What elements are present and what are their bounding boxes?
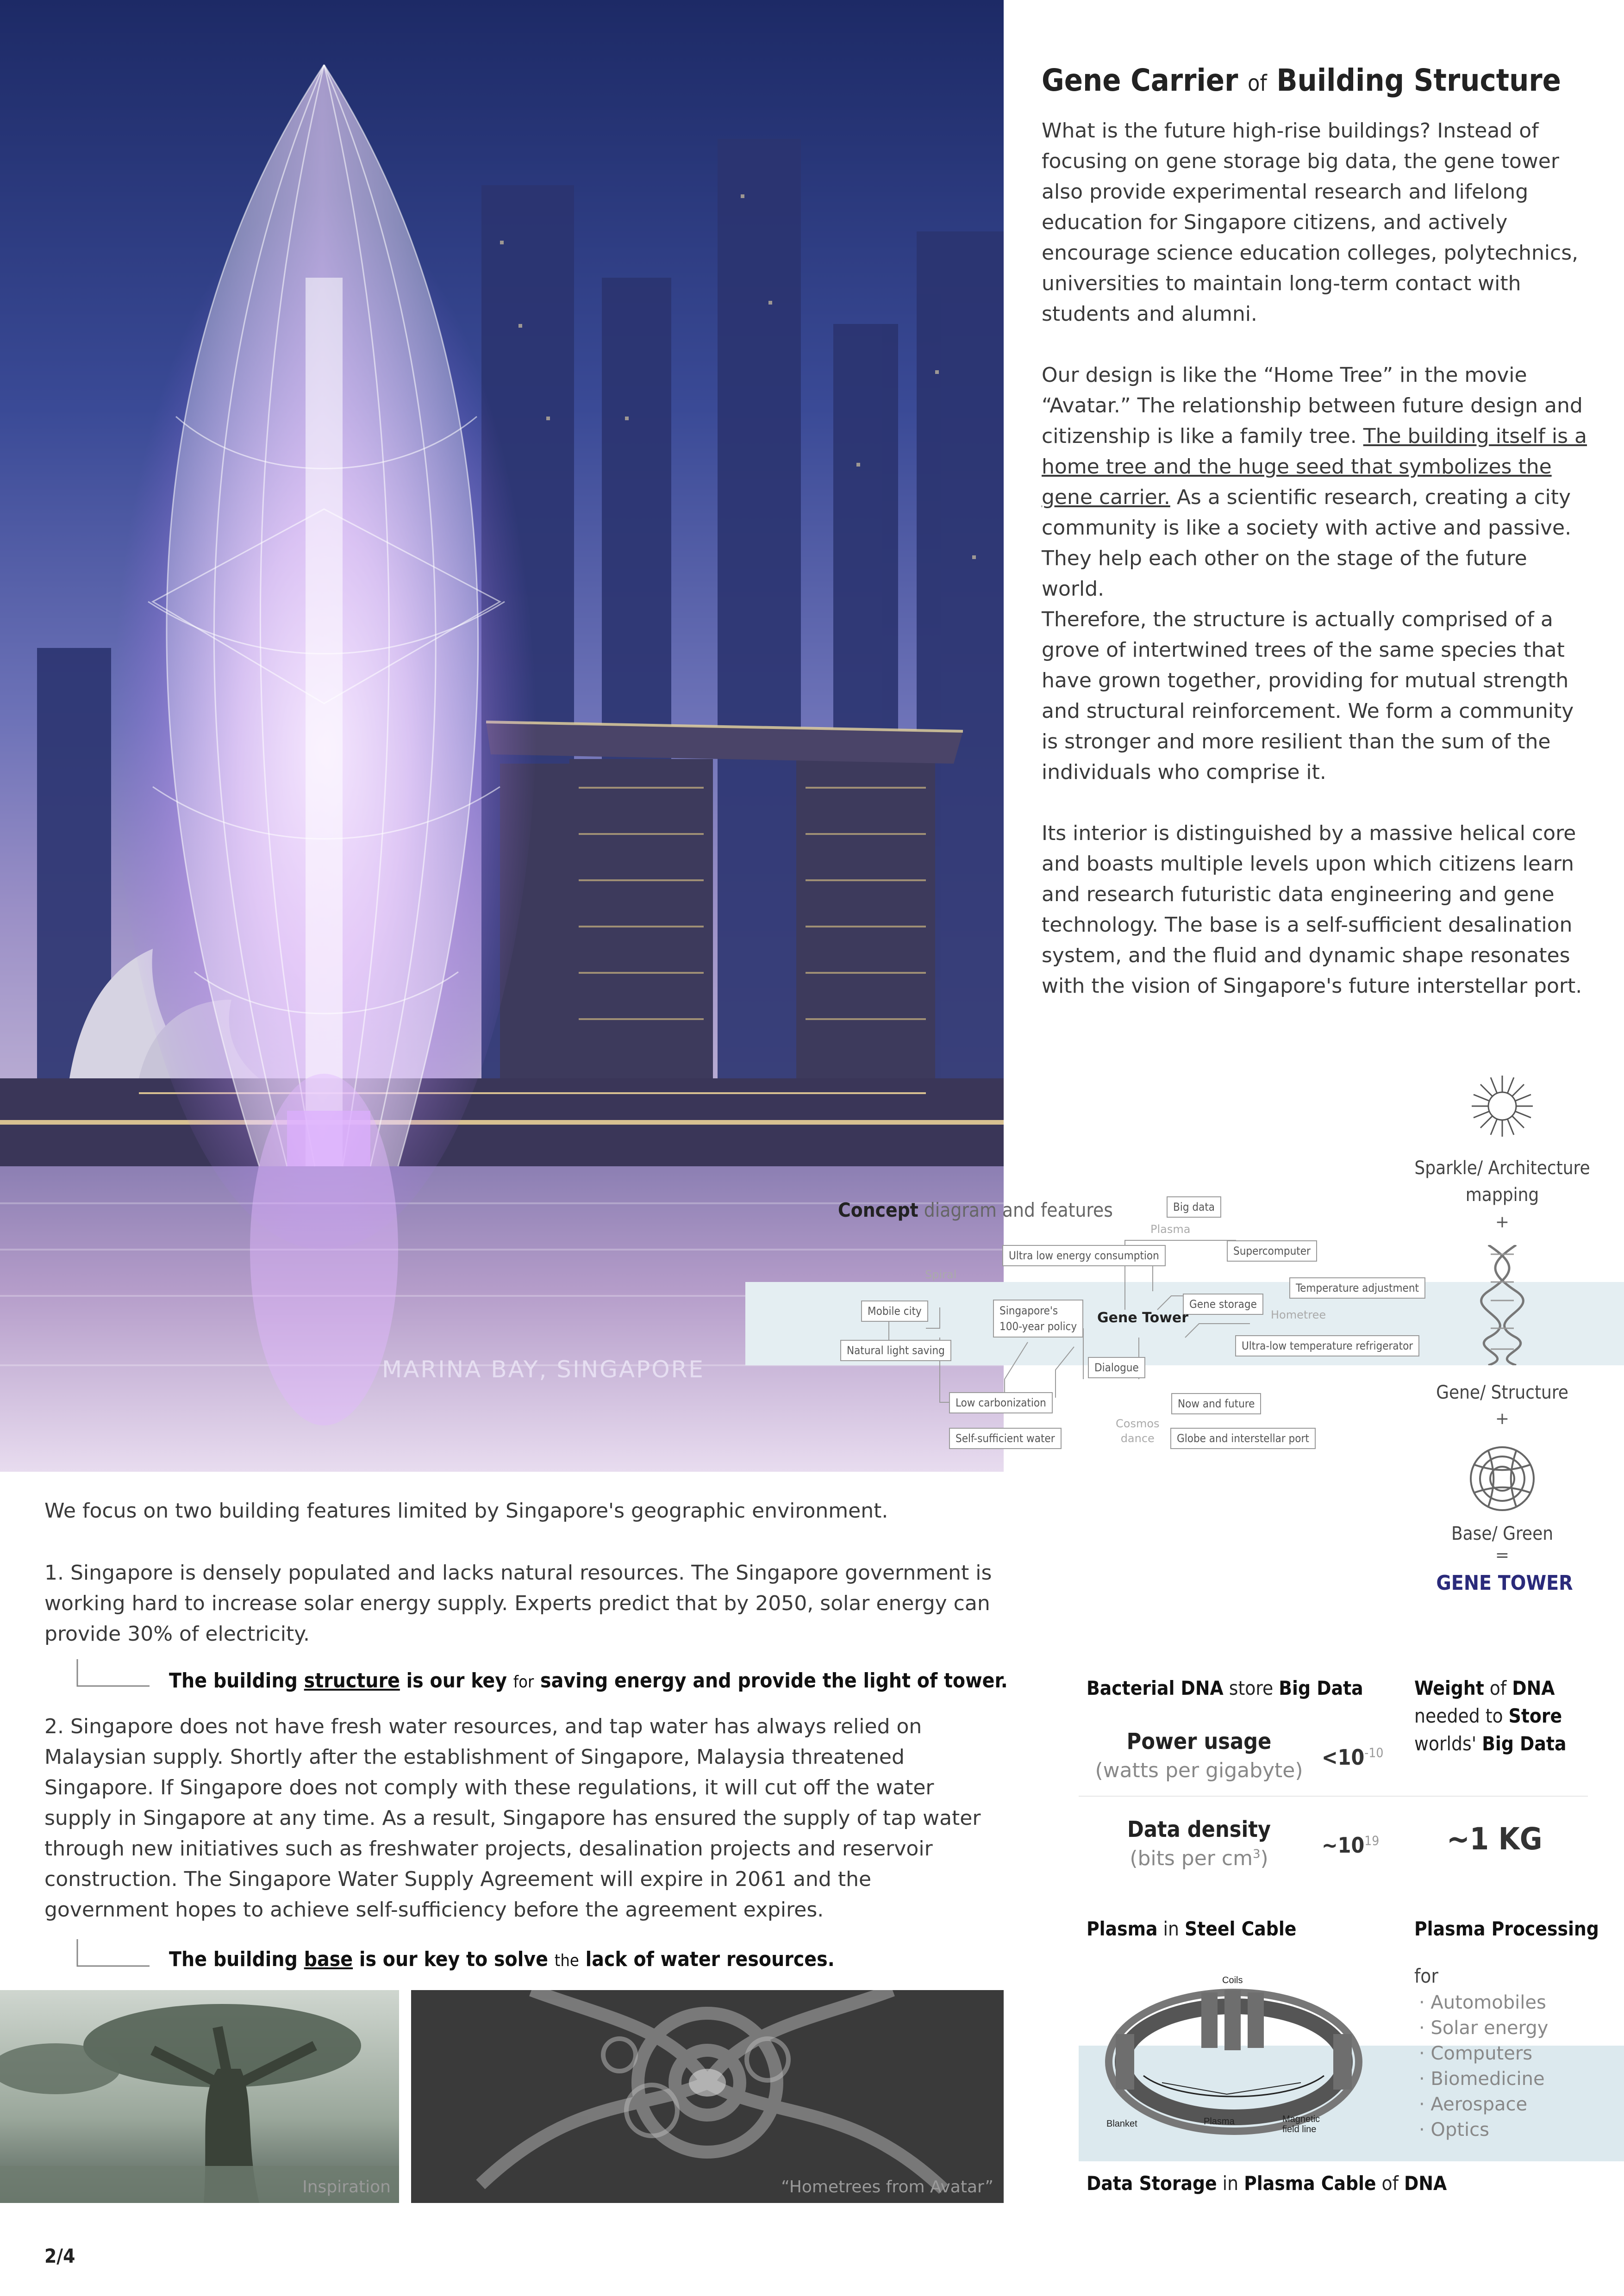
key-1-structure: structure (304, 1669, 400, 1692)
tree-forest-illustration (0, 1990, 399, 2203)
density-unit-close: ) (1260, 1847, 1268, 1870)
torus-label-magnetic-1: Magnetic (1282, 2114, 1320, 2124)
torus-label-magnetic-2: field line (1282, 2124, 1317, 2134)
key-1-a: The building (169, 1669, 304, 1692)
concept-box-dialogue: Dialogue (1088, 1357, 1145, 1378)
title-main: Gene Carrier (1042, 62, 1238, 98)
concept-box-mobile-city: Mobile city (861, 1300, 928, 1322)
legend-result: GENE TOWER (1436, 1571, 1573, 1595)
dh1-b: store (1223, 1677, 1279, 1699)
key-2-the: the (554, 1951, 579, 1970)
dh2-line3-b: Big Data (1482, 1732, 1567, 1755)
concept-box-now-future: Now and future (1171, 1393, 1261, 1414)
hometrees-caption: “Hometrees from Avatar” (781, 2178, 993, 2196)
concept-box-low-carbon: Low carbonization (949, 1392, 1053, 1413)
storage-b: in (1217, 2172, 1244, 2195)
density-unit-text: (bits per cm (1130, 1847, 1253, 1870)
dna-weight-value: ~1 KG (1447, 1821, 1543, 1857)
use-item: · Aerospace (1419, 2094, 1528, 2115)
legend-base: Base/ Green (1451, 1523, 1554, 1544)
title-of: of (1248, 70, 1267, 96)
storage-e: DNA (1404, 2172, 1447, 2195)
key-2-b: is our key to solve (353, 1948, 555, 1971)
dh1-c: Big Data (1279, 1677, 1363, 1699)
dh2-line3-a: worlds' (1414, 1732, 1482, 1755)
use-item: · Computers (1419, 2043, 1533, 2064)
use-item: · Biomedicine (1419, 2068, 1545, 2090)
key-1-bracket (76, 1659, 150, 1687)
policy-line-2: 100-year policy (999, 1320, 1077, 1333)
legend-sparkle-line-2: mapping (1465, 1184, 1539, 1206)
density-value-exp: 19 (1364, 1833, 1380, 1848)
plasma-in-steel-cable-header (1087, 1915, 1296, 1943)
hometree-roots-illustration (411, 1990, 1004, 2203)
home-tree-paragraph (1042, 360, 1588, 604)
key-2-statement (169, 1948, 835, 1971)
key-2-base: base (304, 1948, 353, 1971)
use-item: · Automobiles (1419, 1992, 1546, 2013)
data-density-unit (1083, 1847, 1315, 1870)
point-2-paragraph: 2. Singapore does not have fresh water resources, and tap water has always relied on Malaysian supply. Shortly after the establishment of Singapore, Malaysia threatened Singapore. If Singapore does not comply with these regulations, it will cut off the water supply in Singapore at any time. As a result, Singapore has ensured the supply of tap water through new initiatives such as freshwater projects, desalination projects and reservoir construction. The Singapore Water Supply Agreement will expire in 2061 and the government hopes to achieve self-sufficiency before the agreement expires. (44, 1715, 981, 1922)
key-1-statement (169, 1669, 1008, 1692)
key-1-c: saving energy and provide the light of tower. (534, 1669, 1008, 1692)
location-label: MARINA BAY, SINGAPORE (382, 1356, 705, 1383)
use-item: · Optics (1419, 2119, 1489, 2140)
concept-gray-plasma: Plasma (1150, 1223, 1191, 1236)
legend-sparkle-line-1: Sparkle/ Architecture (1414, 1157, 1590, 1179)
torus-label-plasma: Plasma (1204, 2116, 1235, 2127)
data-header-bacterial-dna (1087, 1674, 1363, 1702)
concept-gray-hometree: Hometree (1271, 1308, 1326, 1321)
home-tree-underlined: The building itself is a home tree and the huge seed that symbolizes the gene carrier. (1042, 424, 1587, 509)
concept-title-bold: Concept (838, 1199, 918, 1221)
legend-plus-2: + (1495, 1409, 1510, 1428)
dna-helix-icon (1479, 1245, 1525, 1365)
inspiration-photo (0, 1990, 399, 2203)
key-2-bracket (76, 1939, 150, 1967)
power-value-exp: -10 (1364, 1745, 1384, 1761)
page-title (1042, 62, 1561, 98)
concept-gray-spiral: Spiral (925, 1268, 957, 1281)
concept-box-natural-light: Natural light saving (840, 1340, 951, 1361)
plasma-c: Steel Cable (1184, 1917, 1297, 1940)
concept-box-gene-storage: Gene storage (1183, 1294, 1263, 1315)
key-1-b: is our key (400, 1669, 513, 1692)
sparkle-icon (1470, 1074, 1535, 1139)
concept-center-gene-tower: Gene Tower (1097, 1310, 1189, 1326)
home-tree-text-a: Our design is like the “Home Tree” in the movie “Avatar.” The relationship between future design and citizenship is like a family tree. (1042, 363, 1583, 448)
concept-box-temperature: Temperature adjustment (1289, 1277, 1425, 1299)
concept-box-big-data: Big data (1167, 1196, 1221, 1218)
hometrees-photo (411, 1990, 1004, 2203)
concept-box-singapore-policy (993, 1300, 1083, 1338)
concept-box-supercomputer: Supercomputer (1227, 1240, 1317, 1262)
point-1-paragraph: 1. Singapore is densely populated and lacks natural resources. The Singapore government is working hard to increase solar energy supply. Experts predict that by 2050, solar energy can provide 30% of electricity. (44, 1561, 992, 1646)
density-value-base: ~10 (1322, 1833, 1365, 1858)
power-value-base: <10 (1322, 1745, 1365, 1770)
data-divider (1079, 1796, 1588, 1797)
legend-gene: Gene/ Structure (1436, 1382, 1568, 1403)
title-rest: Building Structure (1276, 62, 1561, 98)
dh2-b: of (1484, 1677, 1512, 1699)
plasma-processing-header (1414, 1915, 1599, 1943)
processing-label: Plasma Processing (1414, 1917, 1599, 1940)
storage-c: Plasma Cable (1244, 2172, 1376, 2195)
concept-box-globe-port: Globe and interstellar port (1170, 1428, 1316, 1449)
page-number: 2/4 (44, 2245, 75, 2267)
torus-label-coils: Coils (1222, 1975, 1243, 1985)
dh1-a: Bacterial DNA (1087, 1677, 1224, 1699)
plasma-a: Plasma (1087, 1917, 1158, 1940)
storage-d: of (1376, 2172, 1404, 2195)
concept-box-self-sufficient-water: Self-sufficient water (949, 1428, 1062, 1449)
concept-title-rest: diagram and features (924, 1199, 1113, 1221)
concept-connector-lines (787, 1185, 1435, 1472)
processing-for: for (1414, 1965, 1438, 1987)
data-header-weight-dna (1414, 1674, 1566, 1758)
interior-paragraph: Its interior is distinguished by a massive helical core and boasts multiple levels upon which citizens learn and research futuristic data engineering and gene technology. The base is a self-sufficient desalination system, and the fluid and dynamic shape resonates with the vision of Singapore's future interstellar port. (1042, 821, 1582, 998)
concept-box-ultra-low-temp: Ultra-low temperature refrigerator (1235, 1335, 1419, 1356)
inspiration-caption: Inspiration (302, 2178, 391, 2196)
home-tree-text-b: As a scientific research, creating a city community is like a society with active and passive. They help each other on the stage of the future world. (1042, 485, 1572, 601)
cosmos-line-1: Cosmos (1116, 1417, 1160, 1430)
intro-paragraph: What is the future high-rise buildings? Instead of focusing on gene storage big data, the gene tower also provide experimental research and lifelong education for Singapore citizens, and actively encourage science education colleges, polytechnics, universities to maintain long-term contact with students and alumni. (1042, 119, 1579, 326)
dh2-c: DNA (1512, 1677, 1555, 1699)
legend-sparkle (1405, 1155, 1599, 1208)
density-unit-exp: 3 (1252, 1847, 1261, 1861)
concept-box-ultra-low-energy: Ultra low energy consumption (1002, 1245, 1166, 1266)
power-usage-value (1322, 1745, 1383, 1770)
data-storage-footer (1087, 2170, 1447, 2197)
concept-gray-cosmos (1116, 1416, 1160, 1446)
structure-paragraph: Therefore, the structure is actually comprised of a grove of intertwined trees of the same species that have grown together, providing for mutual strength and structural reinforcement. We form a community is stronger and more resilient than the sum of the individuals who comprise it. (1042, 608, 1574, 784)
dh2-a: Weight (1414, 1677, 1484, 1699)
data-density-value (1322, 1833, 1379, 1858)
power-usage-unit: (watts per gigabyte) (1095, 1759, 1303, 1782)
key-2-c: lack of water resources. (579, 1948, 835, 1971)
dh2-line2-a: needed to (1414, 1705, 1509, 1727)
torus-label-blanket: Blanket (1106, 2119, 1137, 2129)
plasma-b: in (1157, 1917, 1185, 1940)
tokamak-diagram (1088, 1965, 1380, 2145)
cosmos-line-2: dance (1120, 1432, 1155, 1445)
legend-plus-1: + (1495, 1213, 1510, 1232)
key-1-for: for (513, 1673, 534, 1692)
key-2-a: The building (169, 1948, 304, 1971)
policy-line-1: Singapore's (999, 1304, 1058, 1317)
features-intro: We focus on two building features limited by Singapore's geographic environment. (44, 1499, 888, 1523)
data-density-label: Data density (1127, 1817, 1271, 1842)
processing-uses-list (1419, 1990, 1548, 2143)
dh2-line2-b: Store (1508, 1705, 1562, 1727)
legend-equals: = (1495, 1546, 1510, 1565)
power-usage-label: Power usage (1126, 1729, 1272, 1755)
base-spiral-icon (1468, 1444, 1537, 1513)
storage-a: Data Storage (1087, 2172, 1217, 2195)
use-item: · Solar energy (1419, 2017, 1549, 2039)
